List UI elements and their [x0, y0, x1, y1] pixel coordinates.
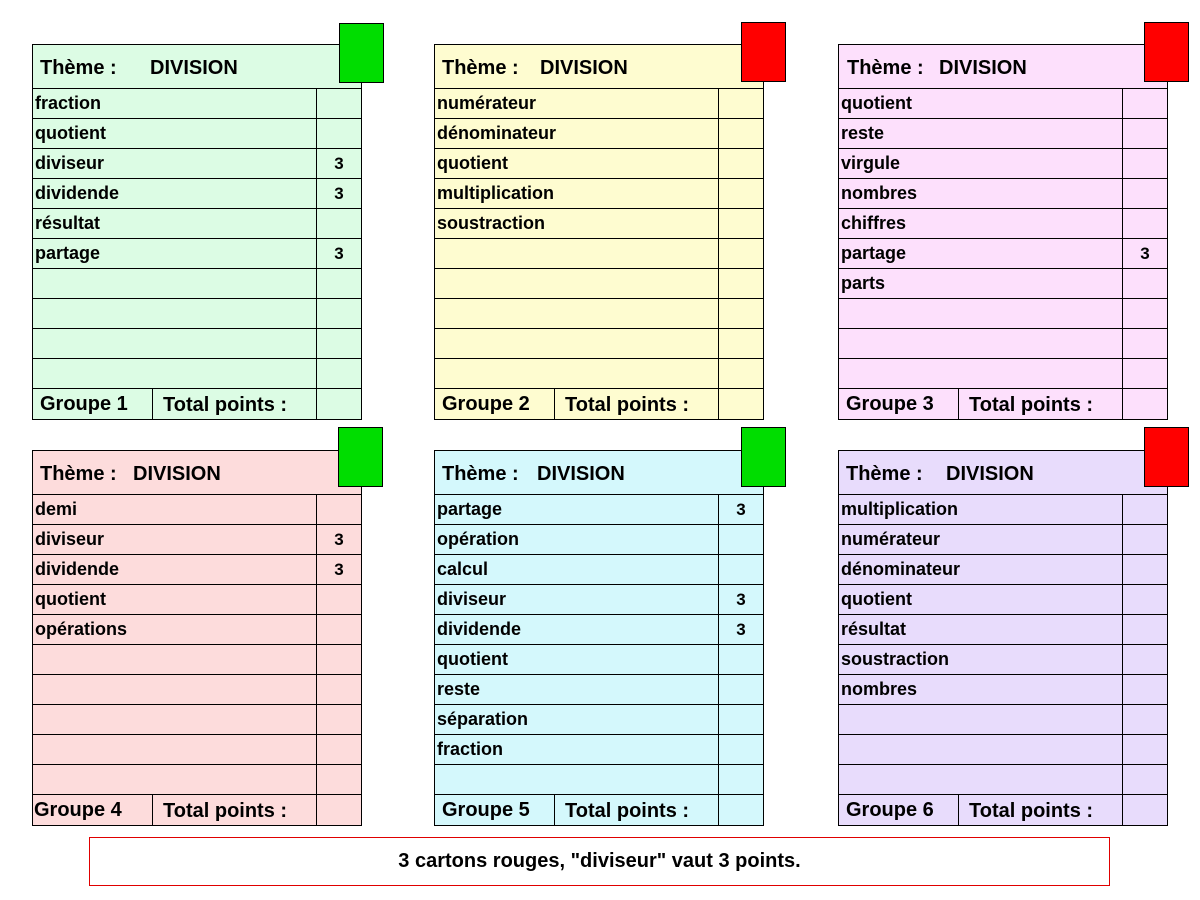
- word-row: [839, 239, 1167, 269]
- word-row: [839, 615, 1167, 645]
- word-cell: fraction: [435, 735, 719, 764]
- group-card-4: [32, 450, 362, 826]
- points-cell: [317, 359, 361, 388]
- points-cell: [1123, 615, 1167, 644]
- word-cell: numérateur: [435, 89, 719, 118]
- theme-value: DIVISION: [150, 57, 238, 79]
- word-row: [839, 705, 1167, 735]
- total-points-value: [1123, 389, 1167, 419]
- group-label: Groupe 3: [839, 389, 959, 419]
- word-row: [435, 705, 763, 735]
- word-row: [435, 495, 763, 525]
- word-cell: dividende: [33, 555, 317, 584]
- word-cell: [33, 299, 317, 328]
- word-cell: [435, 299, 719, 328]
- points-cell: [719, 555, 763, 584]
- word-row: [839, 329, 1167, 359]
- word-cell: diviseur: [33, 149, 317, 178]
- word-row: [839, 209, 1167, 239]
- points-cell: [719, 209, 763, 238]
- word-cell: [435, 765, 719, 794]
- word-row: [435, 209, 763, 239]
- total-points-value: [317, 795, 361, 825]
- total-points-label: Total points :: [959, 795, 1123, 825]
- word-cell: [839, 705, 1123, 734]
- word-row: [839, 645, 1167, 675]
- word-cell: [33, 735, 317, 764]
- word-cell: multiplication: [839, 495, 1123, 524]
- points-cell: [1123, 765, 1167, 794]
- word-row: [33, 269, 361, 299]
- word-row: [435, 645, 763, 675]
- points-cell: [317, 89, 361, 118]
- word-cell: partage: [839, 239, 1123, 268]
- points-cell: [1123, 209, 1167, 238]
- word-cell: numérateur: [839, 525, 1123, 554]
- word-row: [33, 89, 361, 119]
- word-row: [839, 179, 1167, 209]
- card-footer: [33, 795, 361, 825]
- word-row: [435, 299, 763, 329]
- word-row: [839, 735, 1167, 765]
- points-cell: 3: [334, 184, 344, 203]
- card-footer: [33, 389, 361, 419]
- word-cell: [839, 765, 1123, 794]
- word-row: [435, 239, 763, 269]
- points-cell: 3: [736, 620, 746, 639]
- word-row: [839, 359, 1167, 389]
- theme-label: Thème :: [442, 463, 519, 485]
- points-cell: [719, 705, 763, 734]
- total-points-value: [317, 389, 361, 419]
- word-cell: [435, 359, 719, 388]
- total-points-label: Total points :: [555, 795, 719, 825]
- theme-label: Thème :: [847, 57, 924, 79]
- green-card-flag: [338, 427, 383, 487]
- word-cell: reste: [435, 675, 719, 704]
- theme-value: DIVISION: [133, 463, 221, 485]
- theme-header: [33, 45, 361, 89]
- points-cell: 3: [334, 244, 344, 263]
- word-row: [839, 585, 1167, 615]
- word-row: [435, 149, 763, 179]
- word-row: [839, 149, 1167, 179]
- word-row: [435, 675, 763, 705]
- points-cell: [317, 645, 361, 674]
- word-row: [435, 179, 763, 209]
- points-cell: 3: [334, 560, 344, 579]
- word-row: [435, 615, 763, 645]
- group-card-2: [434, 44, 764, 420]
- word-row: [839, 765, 1167, 795]
- group-card-5: [434, 450, 764, 826]
- word-cell: séparation: [435, 705, 719, 734]
- total-points-label: Total points :: [153, 389, 317, 419]
- word-cell: reste: [839, 119, 1123, 148]
- word-cell: quotient: [33, 585, 317, 614]
- word-row: [33, 645, 361, 675]
- word-row: [435, 89, 763, 119]
- points-cell: [1123, 359, 1167, 388]
- word-cell: quotient: [33, 119, 317, 148]
- word-cell: nombres: [839, 179, 1123, 208]
- points-cell: [317, 269, 361, 298]
- theme-label: Thème :: [40, 57, 117, 79]
- points-cell: [1123, 269, 1167, 298]
- points-cell: [317, 705, 361, 734]
- word-row: [33, 149, 361, 179]
- word-cell: [435, 269, 719, 298]
- points-cell: 3: [736, 590, 746, 609]
- points-cell: [719, 329, 763, 358]
- group-label: Groupe 6: [839, 795, 959, 825]
- word-cell: [435, 329, 719, 358]
- red-card-flag: [1144, 427, 1189, 487]
- group-label: Groupe 2: [435, 389, 555, 419]
- theme-value: DIVISION: [946, 463, 1034, 485]
- total-points-label: Total points :: [555, 389, 719, 419]
- word-row: [435, 269, 763, 299]
- points-cell: 3: [334, 154, 344, 173]
- word-row: [33, 209, 361, 239]
- word-row: [839, 119, 1167, 149]
- word-row: [33, 299, 361, 329]
- word-cell: quotient: [839, 585, 1123, 614]
- word-cell: [839, 735, 1123, 764]
- word-cell: nombres: [839, 675, 1123, 704]
- word-row: [839, 89, 1167, 119]
- word-cell: [435, 239, 719, 268]
- total-points-label: Total points :: [959, 389, 1123, 419]
- word-row: [33, 329, 361, 359]
- word-cell: [33, 765, 317, 794]
- points-cell: [1123, 89, 1167, 118]
- word-cell: quotient: [435, 645, 719, 674]
- green-card-flag: [339, 23, 384, 83]
- points-cell: [719, 239, 763, 268]
- points-cell: [317, 585, 361, 614]
- points-cell: [317, 675, 361, 704]
- green-card-flag: [741, 427, 786, 487]
- group-card-1: [32, 44, 362, 420]
- word-row: [435, 765, 763, 795]
- word-cell: fraction: [33, 89, 317, 118]
- theme-header: [839, 451, 1167, 495]
- points-cell: [1123, 555, 1167, 584]
- theme-value: DIVISION: [540, 57, 628, 79]
- points-cell: [719, 675, 763, 704]
- word-row: [33, 555, 361, 585]
- word-cell: chiffres: [839, 209, 1123, 238]
- points-cell: [719, 765, 763, 794]
- word-row: [839, 299, 1167, 329]
- points-cell: [1123, 179, 1167, 208]
- card-footer: [839, 389, 1167, 419]
- word-row: [839, 555, 1167, 585]
- points-cell: [719, 359, 763, 388]
- points-cell: [1123, 495, 1167, 524]
- card-footer: [839, 795, 1167, 825]
- word-cell: dénominateur: [839, 555, 1123, 584]
- word-cell: soustraction: [839, 645, 1123, 674]
- word-row: [435, 555, 763, 585]
- word-row: [839, 525, 1167, 555]
- card-footer: [435, 795, 763, 825]
- word-row: [33, 495, 361, 525]
- total-points-value: [1123, 795, 1167, 825]
- points-cell: [1123, 299, 1167, 328]
- word-row: [839, 495, 1167, 525]
- word-cell: [839, 329, 1123, 358]
- word-cell: quotient: [839, 89, 1123, 118]
- points-cell: [719, 89, 763, 118]
- word-cell: [33, 675, 317, 704]
- theme-value: DIVISION: [537, 463, 625, 485]
- points-cell: 3: [334, 530, 344, 549]
- word-cell: dividende: [435, 615, 719, 644]
- theme-header: [33, 451, 361, 495]
- points-cell: [317, 299, 361, 328]
- word-cell: virgule: [839, 149, 1123, 178]
- word-cell: [33, 329, 317, 358]
- word-cell: [839, 359, 1123, 388]
- word-cell: demi: [33, 495, 317, 524]
- theme-label: Thème :: [846, 463, 923, 485]
- group-label: Groupe 1: [33, 389, 153, 419]
- word-cell: dividende: [33, 179, 317, 208]
- group-card-3: [838, 44, 1168, 420]
- points-cell: [317, 119, 361, 148]
- word-row: [435, 119, 763, 149]
- word-row: [435, 735, 763, 765]
- word-cell: opération: [435, 525, 719, 554]
- group-card-6: [838, 450, 1168, 826]
- total-points-value: [719, 389, 763, 419]
- points-cell: 3: [1140, 244, 1150, 263]
- word-row: [33, 705, 361, 735]
- theme-header: [839, 45, 1167, 89]
- word-cell: diviseur: [33, 525, 317, 554]
- word-row: [33, 735, 361, 765]
- group-label: Groupe 5: [435, 795, 555, 825]
- total-points-label: Total points :: [153, 795, 317, 825]
- word-cell: opérations: [33, 615, 317, 644]
- points-cell: [719, 269, 763, 298]
- word-row: [435, 525, 763, 555]
- theme-header: [435, 45, 763, 89]
- points-cell: [1123, 645, 1167, 674]
- word-cell: [33, 359, 317, 388]
- word-cell: résultat: [33, 209, 317, 238]
- summary-note: 3 cartons rouges, "diviseur" vaut 3 points.: [89, 837, 1110, 886]
- word-cell: parts: [839, 269, 1123, 298]
- word-cell: [839, 299, 1123, 328]
- word-cell: diviseur: [435, 585, 719, 614]
- points-cell: [317, 209, 361, 238]
- total-points-value: [719, 795, 763, 825]
- points-cell: [317, 735, 361, 764]
- word-cell: [33, 645, 317, 674]
- points-cell: [719, 299, 763, 328]
- points-cell: [1123, 329, 1167, 358]
- word-row: [33, 179, 361, 209]
- word-cell: [33, 705, 317, 734]
- word-row: [33, 359, 361, 389]
- word-row: [435, 585, 763, 615]
- word-row: [33, 525, 361, 555]
- word-row: [33, 239, 361, 269]
- word-row: [435, 359, 763, 389]
- word-row: [33, 585, 361, 615]
- group-label: Groupe 4: [33, 795, 153, 825]
- word-row: [33, 765, 361, 795]
- theme-value: DIVISION: [939, 57, 1027, 79]
- red-card-flag: [1144, 22, 1189, 82]
- word-cell: partage: [33, 239, 317, 268]
- points-cell: [719, 179, 763, 208]
- word-row: [33, 615, 361, 645]
- word-cell: calcul: [435, 555, 719, 584]
- points-cell: [719, 525, 763, 554]
- word-row: [839, 675, 1167, 705]
- points-cell: [719, 735, 763, 764]
- word-cell: [33, 269, 317, 298]
- points-cell: [1123, 525, 1167, 554]
- word-row: [33, 675, 361, 705]
- theme-label: Thème :: [442, 57, 519, 79]
- word-cell: multiplication: [435, 179, 719, 208]
- points-cell: [1123, 705, 1167, 734]
- points-cell: [719, 149, 763, 178]
- word-row: [839, 269, 1167, 299]
- points-cell: [317, 615, 361, 644]
- points-cell: [719, 645, 763, 674]
- theme-label: Thème :: [40, 463, 117, 485]
- word-cell: partage: [435, 495, 719, 524]
- points-cell: [317, 765, 361, 794]
- points-cell: [1123, 149, 1167, 178]
- points-cell: 3: [736, 500, 746, 519]
- points-cell: [1123, 735, 1167, 764]
- word-row: [33, 119, 361, 149]
- card-footer: [435, 389, 763, 419]
- word-row: [435, 329, 763, 359]
- word-cell: dénominateur: [435, 119, 719, 148]
- word-cell: résultat: [839, 615, 1123, 644]
- word-cell: soustraction: [435, 209, 719, 238]
- points-cell: [317, 329, 361, 358]
- points-cell: [1123, 119, 1167, 148]
- theme-header: [435, 451, 763, 495]
- word-cell: quotient: [435, 149, 719, 178]
- points-cell: [719, 119, 763, 148]
- points-cell: [1123, 585, 1167, 614]
- red-card-flag: [741, 22, 786, 82]
- points-cell: [1123, 675, 1167, 704]
- points-cell: [317, 495, 361, 524]
